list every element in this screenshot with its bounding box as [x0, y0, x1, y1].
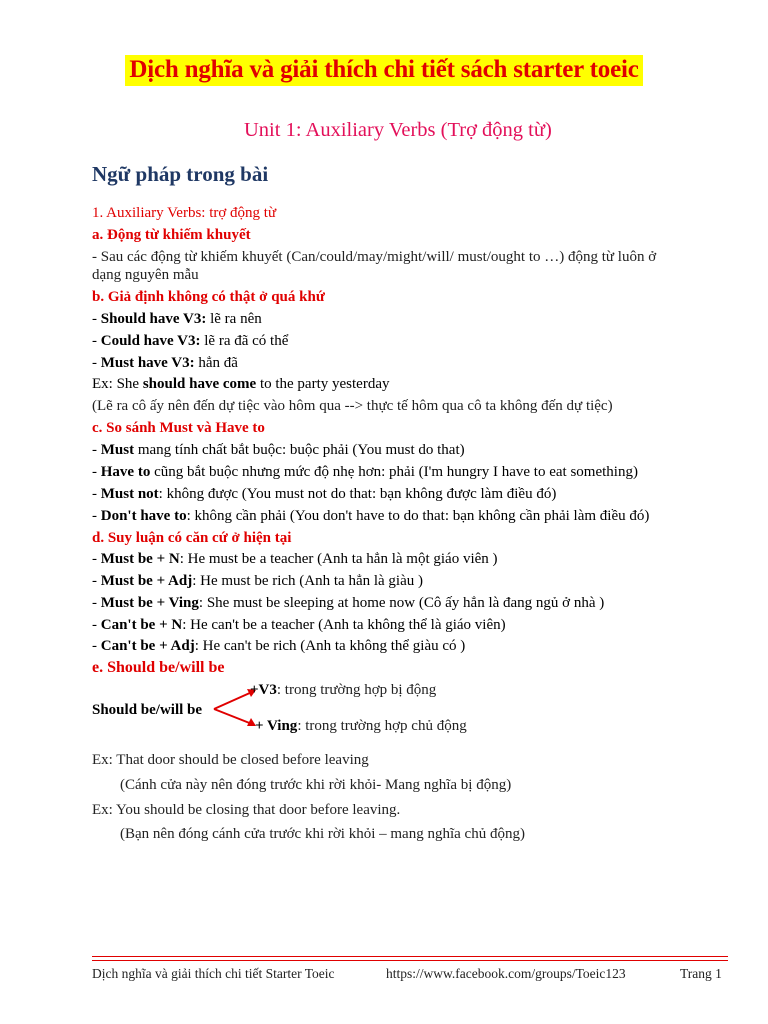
- list-item: - Should have V3: lẽ ra nên: [92, 311, 262, 327]
- footer-divider: [92, 956, 728, 961]
- section-e-example-1: Ex: That door should be closed before leaving: [92, 752, 369, 768]
- section-d-heading: d. Suy luận có căn cứ ở hiện tại: [92, 530, 292, 546]
- list-item: - Could have V3: lẽ ra đã có thể: [92, 333, 289, 349]
- list-item: - Can't be + Adj: He can't be rich (Anh ta không thể giàu có ): [92, 638, 466, 654]
- section-1-heading: 1. Auxiliary Verbs: trợ động từ: [92, 205, 277, 221]
- list-item: - Have to cũng bắt buộc nhưng mức độ nhẹ hơn: phải (I'm hungry I have to eat something): [92, 464, 638, 480]
- section-e-translation-1: (Cánh cửa này nên đóng trước khi rời khỏi- Mang nghĩa bị động): [120, 777, 512, 793]
- document-title: Dịch nghĩa và giải thích chi tiết sách starter toeic: [125, 55, 642, 86]
- diagram-active-branch: + Ving: trong trường hợp chủ động: [255, 718, 467, 734]
- section-e-example-2: Ex: You should be closing that door before leaving.: [92, 802, 401, 818]
- section-a-text-line2: dạng nguyên mẫu: [92, 267, 199, 283]
- footer-left-text: Dịch nghĩa và giải thích chi tiết Starter Toeic: [92, 966, 335, 981]
- footer-group-link[interactable]: https://www.facebook.com/groups/Toeic123: [386, 966, 626, 981]
- section-e-translation-2: (Bạn nên đóng cánh cửa trước khi rời khỏi – mang nghĩa chủ động): [120, 826, 525, 842]
- list-item: - Must mang tính chất bắt buộc: buộc phải (You must do that): [92, 442, 465, 458]
- list-item: - Can't be + N: He can't be a teacher (Anh ta không thể là giáo viên): [92, 617, 506, 633]
- unit-title: Unit 1: Auxiliary Verbs (Trợ động từ): [244, 119, 552, 141]
- list-item: - Don't have to: không cần phải (You don't have to do that: bạn không cần phải làm điều đó): [92, 508, 650, 524]
- list-item: - Must be + Ving: She must be sleeping at home now (Cô ấy hẳn là đang ngủ ở nhà ): [92, 595, 605, 611]
- section-a-heading: a. Động từ khiếm khuyết: [92, 227, 251, 243]
- grammar-heading: Ngữ pháp trong bài: [92, 162, 269, 186]
- diagram-source-label: Should be/will be: [92, 702, 203, 718]
- list-item: - Must be + N: He must be a teacher (Anh ta hẳn là một giáo viên ): [92, 551, 498, 567]
- list-item: - Must have V3: hẳn đã: [92, 355, 238, 371]
- section-e-heading: e. Should be/will be: [92, 659, 225, 676]
- section-a-text-line1: - Sau các động từ khiếm khuyết (Can/could/may/might/will/ must/ought to …) động từ luôn ở: [92, 249, 657, 265]
- diagram-passive-branch: +V3: trong trường hợp bị động: [250, 682, 437, 698]
- title-block: [0, 55, 768, 86]
- section-b-example: Ex: She should have come to the party yesterday: [92, 376, 390, 392]
- footer-page-number: Trang 1: [680, 966, 722, 981]
- section-b-translation: (Lẽ ra cô ấy nên đến dự tiệc vào hôm qua --> thực tế hôm qua cô ta không đến dự tiệc): [92, 398, 613, 414]
- section-b-heading: b. Giả định không có thật ở quá khứ: [92, 289, 325, 305]
- list-item: - Must not: không được (You must not do that: bạn không được làm điều đó): [92, 486, 557, 502]
- list-item: - Must be + Adj: He must be rich (Anh ta hẳn là giàu ): [92, 573, 423, 589]
- section-c-heading: c. So sánh Must và Have to: [92, 420, 265, 436]
